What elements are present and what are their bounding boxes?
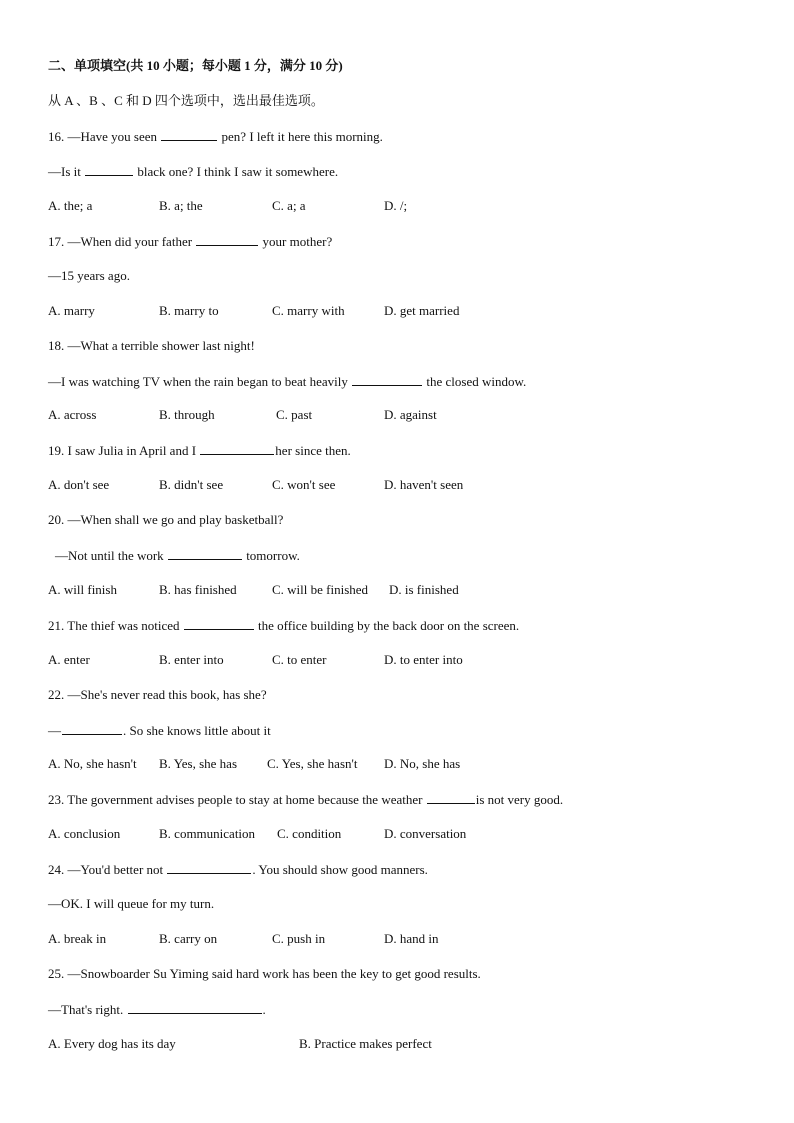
answer-blank bbox=[352, 373, 422, 386]
question-24-stem bbox=[48, 861, 428, 878]
reply-text: — bbox=[48, 723, 61, 738]
option-d: D. /; bbox=[384, 198, 408, 213]
reply-text: —I was watching TV when the rain began to beat heavily bbox=[48, 374, 352, 389]
question-22-stem: 22. —She's never read this book, has she? bbox=[48, 687, 267, 702]
option-d: D. get married bbox=[384, 303, 460, 318]
reply-text: —Is it bbox=[48, 164, 85, 179]
option-c: C. Yes, she hasn't bbox=[267, 756, 358, 771]
option-a: A. marry bbox=[48, 303, 95, 318]
stem-text: 16. —Have you seen bbox=[48, 129, 161, 144]
reply-text: the closed window. bbox=[423, 374, 527, 389]
question-22-reply bbox=[48, 722, 271, 739]
reply-text: —That's right. bbox=[48, 1002, 127, 1017]
question-20-reply bbox=[55, 547, 300, 564]
option-a: A. No, she hasn't bbox=[48, 756, 137, 771]
question-18-stem: 18. —What a terrible shower last night! bbox=[48, 338, 255, 353]
option-b: B. marry to bbox=[159, 303, 219, 318]
question-24-reply: —OK. I will queue for my turn. bbox=[48, 896, 215, 911]
option-d: D. is finished bbox=[389, 582, 459, 597]
question-21-stem bbox=[48, 617, 519, 634]
stem-text: your mother? bbox=[259, 234, 333, 249]
option-d: D. haven't seen bbox=[384, 477, 464, 492]
stem-text: pen? I left it here this morning. bbox=[218, 129, 383, 144]
option-a: A. conclusion bbox=[48, 826, 121, 841]
option-b: B. enter into bbox=[159, 652, 224, 667]
option-b: B. communication bbox=[159, 826, 256, 841]
reply-text: —Not until the work bbox=[55, 548, 167, 563]
answer-blank bbox=[196, 233, 258, 246]
question-18-reply bbox=[48, 373, 526, 390]
option-a: A. enter bbox=[48, 652, 90, 667]
option-c: C. marry with bbox=[272, 303, 345, 318]
question-16-reply bbox=[48, 163, 338, 180]
question-17-reply: —15 years ago. bbox=[48, 268, 130, 283]
question-25-stem: 25. —Snowboarder Su Yiming said hard work has been the key to get good results. bbox=[48, 966, 481, 981]
question-17-stem bbox=[48, 233, 332, 250]
question-19-stem bbox=[48, 442, 351, 459]
option-c: C. push in bbox=[272, 931, 326, 946]
stem-text: her since then. bbox=[275, 443, 351, 458]
question-20-stem: 20. —When shall we go and play basketball? bbox=[48, 512, 284, 527]
stem-text: the office building by the back door on the screen. bbox=[254, 618, 520, 633]
option-d: D. hand in bbox=[384, 931, 439, 946]
option-a: A. Every dog has its day bbox=[48, 1036, 176, 1051]
stem-text: 19. I saw Julia in April and I bbox=[48, 443, 200, 458]
option-d: D. conversation bbox=[384, 826, 467, 841]
option-b: B. carry on bbox=[159, 931, 218, 946]
option-d: D. to enter into bbox=[384, 652, 463, 667]
option-c: C. past bbox=[276, 407, 313, 422]
reply-text: tomorrow. bbox=[242, 548, 300, 563]
answer-blank bbox=[161, 128, 217, 141]
answer-blank bbox=[168, 547, 242, 560]
option-c: C. condition bbox=[277, 826, 342, 841]
stem-text: . You should show good manners. bbox=[252, 862, 428, 877]
option-a: A. will finish bbox=[48, 582, 117, 597]
answer-blank bbox=[184, 617, 254, 630]
stem-text: 24. —You'd better not bbox=[48, 862, 167, 877]
question-16-stem bbox=[48, 128, 383, 145]
option-b: B. Practice makes perfect bbox=[299, 1036, 432, 1051]
option-a: A. don't see bbox=[48, 477, 110, 492]
question-25-reply bbox=[48, 1001, 266, 1018]
section-title: 二、单项填空(共 10 小题；每小题 1 分，满分 10 分) bbox=[48, 58, 343, 73]
reply-text: . So she knows little about it bbox=[123, 723, 271, 738]
answer-blank bbox=[128, 1001, 262, 1014]
stem-text: 23. The government advises people to stay at home because the weather bbox=[48, 792, 426, 807]
stem-text: is not very good. bbox=[475, 792, 564, 807]
option-c: C. won't see bbox=[272, 477, 336, 492]
reply-text: . bbox=[262, 1002, 266, 1017]
option-b: B. through bbox=[159, 407, 215, 422]
answer-blank bbox=[85, 163, 133, 176]
answer-blank bbox=[427, 791, 475, 804]
option-c: C. to enter bbox=[272, 652, 327, 667]
option-d: D. against bbox=[384, 407, 437, 422]
stem-text: 21. The thief was noticed bbox=[48, 618, 183, 633]
option-b: B. didn't see bbox=[159, 477, 224, 492]
option-a: A. the; a bbox=[48, 198, 93, 213]
question-23-stem bbox=[48, 791, 563, 808]
option-c: C. a; a bbox=[272, 198, 306, 213]
option-c: C. will be finished bbox=[272, 582, 369, 597]
option-d: D. No, she has bbox=[384, 756, 461, 771]
option-b: B. Yes, she has bbox=[159, 756, 238, 771]
answer-blank bbox=[167, 861, 251, 874]
answer-blank bbox=[200, 442, 274, 455]
option-b: B. has finished bbox=[159, 582, 237, 597]
reply-text: black one? I think I saw it somewhere. bbox=[134, 164, 339, 179]
option-b: B. a; the bbox=[159, 198, 203, 213]
option-a: A. across bbox=[48, 407, 97, 422]
answer-blank bbox=[62, 722, 122, 735]
option-a: A. break in bbox=[48, 931, 107, 946]
section-instruction: 从 A 、B 、C 和 D 四个选项中，选出最佳选项。 bbox=[48, 93, 324, 108]
stem-text: 17. —When did your father bbox=[48, 234, 196, 249]
